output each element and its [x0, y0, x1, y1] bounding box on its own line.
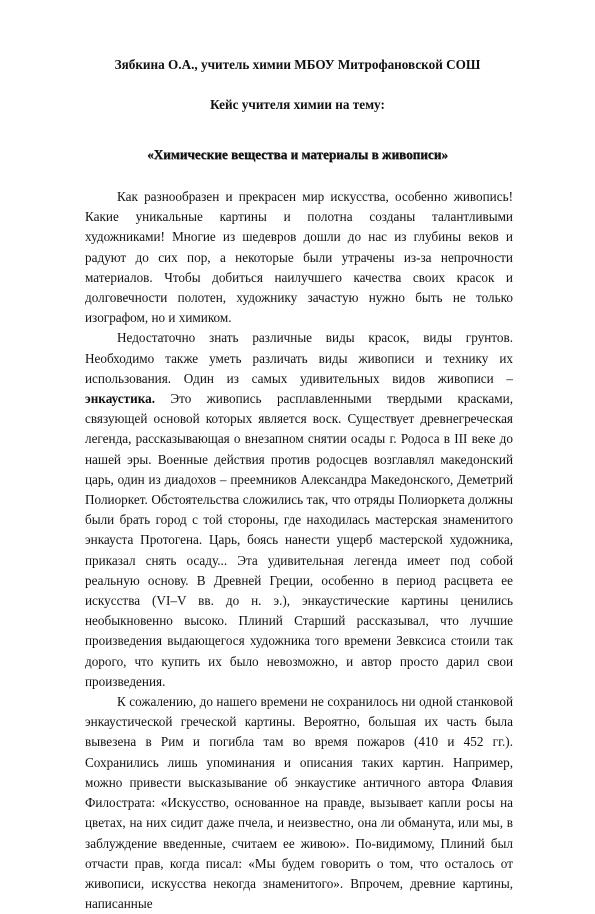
case-title: Кейс учителя химии на тему:: [210, 97, 385, 112]
paragraph-intro: Как разнообразен и прекрасен мир искусства, особенно живопись! Какие уникальные картины и полотна созданы талантливыми художниками! Многие из шедевров дошли до нас из глубины веков и радуют до сих пор, а некоторые были утрачены из-за непрочности материалов. Чтобы добиться наилучшего качества своих красок и долговечности полотен, художнику зачастую нужно быть не только изографом, но и химиком.: [85, 189, 513, 326]
topic-title: «Химические вещества и материалы в живописи»: [147, 147, 448, 162]
paragraph-lost-paintings: К сожалению, до нашего времени не сохранилось ни одной станковой энкаустической греческой картины. Вероятно, большая их часть была вывезена в Рим и погибла там во время пожаров (410 и 452 гг.). Сохранились лишь упоминания и описания таких картин. Например, можно привести высказывание об энкаустике античного автора Флавия Филострата: «Искусство, основанное на правде, вызывает капли росы на цветах, на них сидит даже пчела, и неизвестно, она ли обманута, или мы, в заблуждение введенные, считаем ее живою». По-видимому, Плиний был отчасти прав, когда писал: «Мы будем говорить о том, что осталось от живописи, искусства некогда знаменитого». Впрочем, древние картины, написанные: [85, 694, 513, 912]
paragraph-encaustic-end: Это живопись расплавленными твердыми красками, связующей основой которых является воск. Существует древнегреческая легенда, рассказывающая о внезапном снятии осады г. Родоса в III веке до нашей эры. Военные действия против родосцев возглавлял македонский царь, один из диадохов – преемников Александра Македонского, Деметрий Полиоркет. Обстоятельства сложились так, что отряды Полиоркета должны были брать город с той стороны, где находилась мастерская знаменитого энкауста Протогена. Царь, боясь нанести ущерб мастерской художника, приказал снять осаду... Эта удивительная легенда имеет под собой реальную основу. В Древней Греции, особенно в период расцвета ее искусства (VI–V вв. до н. э.), энкаустические картины ценились необыкновенно высоко. Плиний Старший рассказывал, что лучшие произведения выдающегося художника того времени Зевксиса стоили так дорого, что купить их было невозможно, и автор просто дарил свои произведения.: [85, 391, 513, 689]
author-line: Зябкина О.А., учитель химии МБОУ Митрофановской СОШ: [114, 57, 481, 72]
paragraph-encaustic: [85, 328, 513, 692]
encaustic-term: энкаустика.: [85, 391, 156, 407]
paragraph-encaustic-start: Недостаточно знать различные виды красок, виды грунтов. Необходимо также уметь различать виды живописи и технику их использования. Один из самых удивительных видов живописи –: [85, 330, 513, 386]
document-body: [85, 187, 513, 914]
